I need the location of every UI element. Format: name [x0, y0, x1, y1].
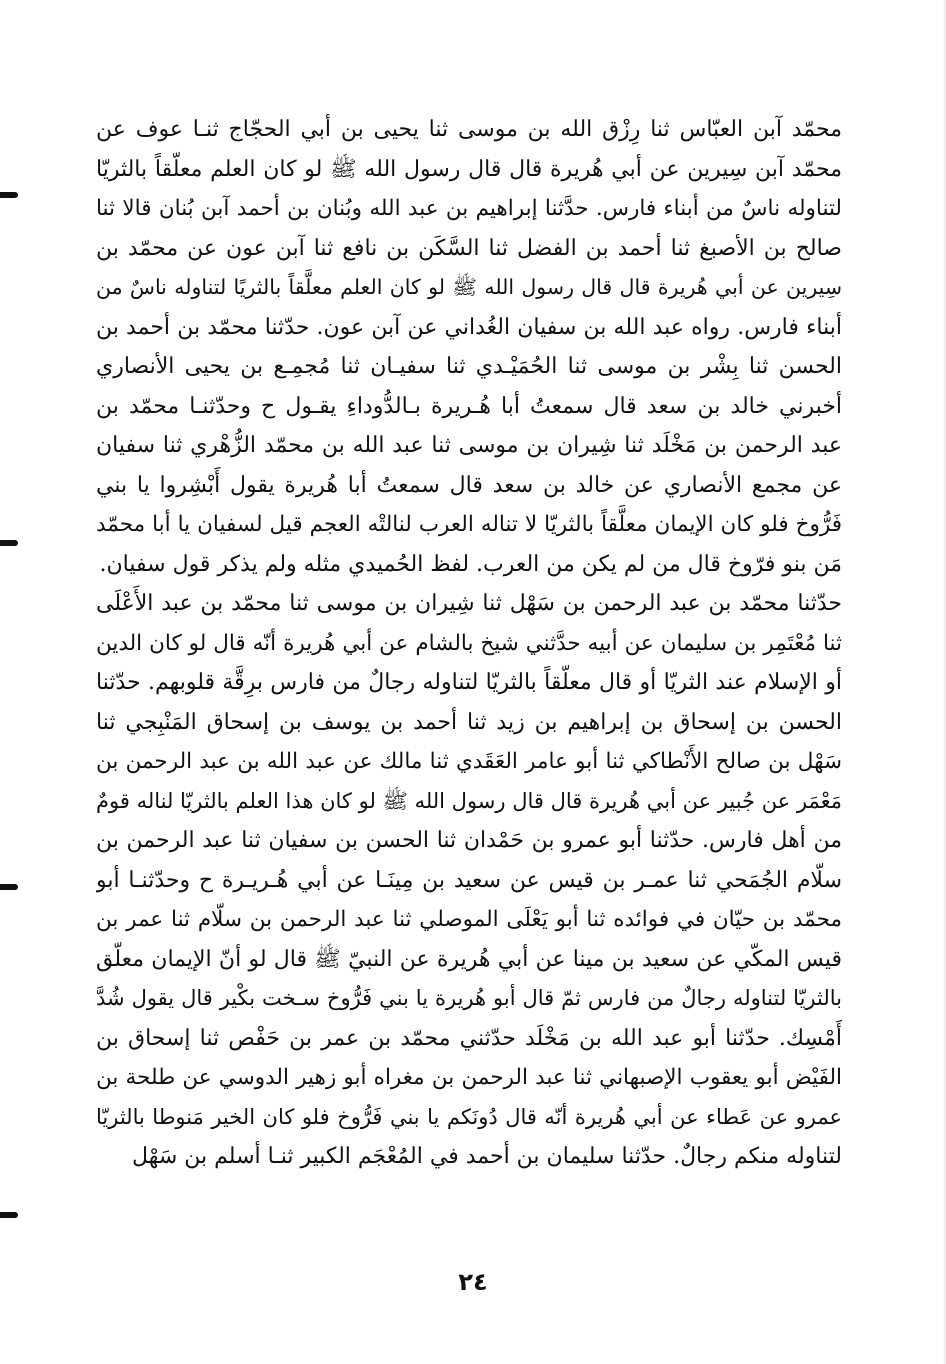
text-line: عمرو عن عَطاء عن أبي هُريرة أنّه قال دُونَكم يا بني فَرُّوخ فلو كان الخير مَنوطا بالثريّا [96, 1104, 842, 1129]
text-line: عبد الرحمن بن مَخْلَد ثنا شِيران بن موسى ثنا عبد الله بن محمّد الزُّهْري ثنا سفيان [96, 433, 842, 458]
text-line: الفَيْض أبو يعقوب الإصبهاني ثنا عبد الرحمن بن مغراه أبو زهير الدوسي عن طلحة بن [96, 1065, 842, 1090]
text-line: بالثريّا لتناوله رجالٌ من فارس ثمّ قال أبو هُريرة يا بني فَرُّوخ سـخت بكْير قال يقول شُدَّ [96, 986, 842, 1010]
text-line: حدّثنا محمّد بن عبد الرحمن بن سَهْل ثنا شِيران بن موسى ثنا محمّد بن عبد الأَعْلَى [96, 591, 842, 616]
text-line: لتناوله ناسٌ من أبناء فارس. حدَّثنا إبراهيم بن عبد الله وبُنان بن أحمد آبن بُنان قالا ثنا [96, 196, 842, 221]
text-line: مَن بنو فرّوخ قال من لم يكن من العرب. لفظ الحُميدي مثله ولم يذكر قول سفيان. [99, 551, 842, 577]
text-line: سلّام الجُمَحي ثنا عمـر بن قيس عن سعيد بن مِينَـا عن أبي هُـريـرة ح وحدّثنـا أبو [96, 867, 842, 893]
text-line: سِيرين عن أبي هُريرة قال قال رسول الله ﷺ لو كان العلم معلَّقاً بالثريًا لتناوله ناسٌ من [96, 275, 842, 299]
margin-mark [0, 884, 18, 890]
text-line: مَعْمَر عن جُبير عن أبي هُريرة قال قال رسول الله ﷺ لو كان هذا العلم بالثريّا لناله قومٌ [96, 788, 842, 813]
page-number: ٢٤ [458, 1268, 488, 1296]
text-line: محمّد آبن سِيرين عن أبي هُريرة قال قال رسول الله ﷺ لو كان العلم معلّقاً بالثريّا [96, 156, 842, 182]
margin-mark [0, 1212, 18, 1218]
text-line: عن مجمع الأنصاري عن خالد بن سعد قال سمعتُ أبا هُريرة يقول أَبْشِروا يا بني [96, 472, 842, 498]
text-line: الحسن بن إسحاق بن إبراهيم بن زيد ثنا أحمد بن يوسف بن إسحاق المَنْبِجي ثنا [96, 709, 842, 735]
text-line: أو الإسلام عند الثريّا أو قال معلّقاً بالثريّا لتناوله رجالٌ من فارس برِقَّة قلوبهم. حدّثنا [96, 670, 842, 695]
text-line: أخبرني خالد بن سعد قال سمعتُ أبا هُـريرة بـالدُّوداءِ يقـول ح وحدّثنـا محمّد بن [96, 393, 842, 419]
text-line: فَرُّوخ فلو كان الإيمان معلَّقاً بالثريّا لا تناله العرب لنالتْه العجم قيل لسفيان يا أبا محمّد [96, 512, 842, 537]
body-text [96, 110, 842, 1177]
text-line: محمّد آبن العبّاس ثنا رِزْق الله بن موسى ثنا يحيى بن أبي الحجّاج ثنـا عوف عن [96, 117, 842, 142]
margin-mark [0, 192, 18, 198]
text-line: لتناوله منكم رجالٌ. حدّثنا سليمان بن أحمد في المُعْجَم الكبير ثنـا أسلم بن سَهْل [132, 1144, 842, 1169]
text-line: أَمْسِك. حدّثنا أبو عبد الله بن مَخْلَد حدّثني محمّد بن عمر بن حَفْص ثنا إسحاق بن [96, 1025, 842, 1051]
text-line: أبناء فارس. رواه عبد الله بن سفيان الغُداني عن آبن عون. حدّثنا محمّد بن أحمد بن [96, 314, 842, 340]
text-line: من أهل فارس. حدّثنا أبو عمرو بن حَمْدان ثنا الحسن بن سفيان ثنا عبد الرحمن بن [96, 828, 842, 853]
text-line: سَهْل بن صالح الأَنْطاكي ثنا أبو عامر العَقَدي ثنا مالك عن عبد الله بن عبد الرحمن بن [96, 749, 842, 774]
text-line: ثنا مُعْتَمِر بن سليمان عن أبيه حدَّثني شيخ بالشام عن أبي هُريرة أنّه قال لو كان الدين [96, 630, 842, 656]
text-line: صالح بن الأصبغ ثنا أحمد بن الفضل ثنا السَّكَن بن نافع ثنا آبن عون عن محمّد بن [96, 235, 842, 261]
text-line: محمّد بن حيّان في فوائده ثنا أبو يَعْلَى الموصلي ثنا عبد الرحمن بن سلّام ثنا عمر بن [96, 907, 842, 932]
margin-mark [0, 540, 18, 546]
text-line: قيس المكّي عن سعيد بن مينا عن أبي هُريرة عن النبيّ ﷺ قال لو أنّ الإيمان معلّق [96, 946, 842, 972]
text-line: الحسن ثنا بِشْر بن موسى ثنا الحُمَيْـدي ثنا سفيـان ثنا مُجمِـع بن يحيى الأنصاري [96, 354, 842, 379]
